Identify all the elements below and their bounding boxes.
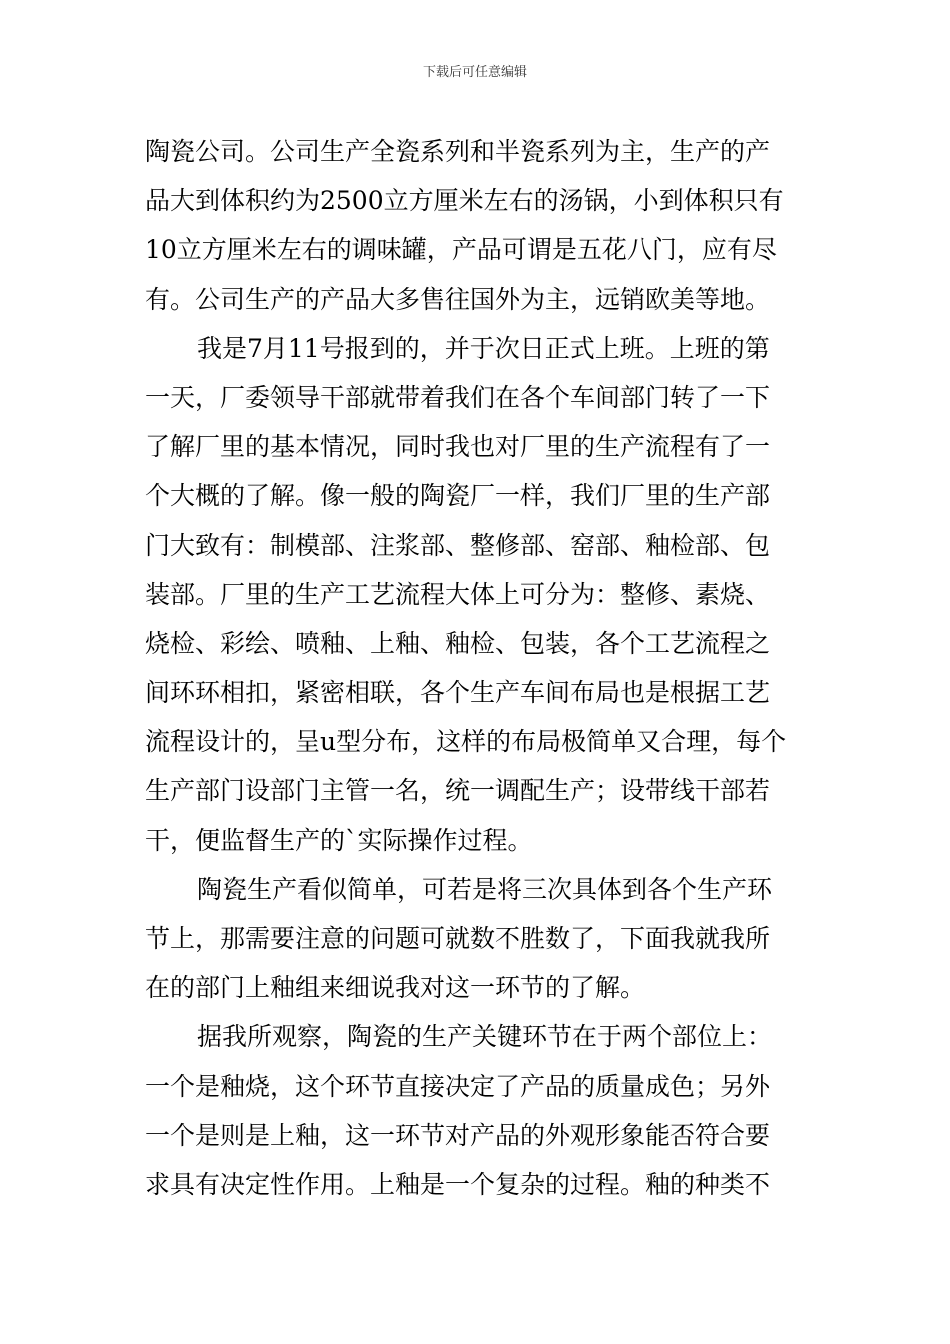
text-line: 品大到体积约为2500立方厘米左右的汤锅，小到体积只有 bbox=[145, 186, 784, 216]
text-line: 求具有决定性作用。上釉是一个复杂的过程。釉的种类不 bbox=[145, 1169, 771, 1199]
text-line: 10立方厘米左右的调味罐，产品可谓是五花八门，应有尽 bbox=[145, 235, 777, 265]
text-line: 烧检、彩绘、喷釉、上釉、釉检、包装，各个工艺流程之 bbox=[145, 628, 771, 658]
text-line: 一个是则是上釉，这一环节对产品的外观形象能否符合要 bbox=[145, 1120, 771, 1150]
text-line: 间环环相扣，紧密相联，各个生产车间布局也是根据工艺 bbox=[145, 678, 771, 708]
text-line: 装部。厂里的生产工艺流程大体上可分为：整修、素烧、 bbox=[145, 579, 771, 609]
text-line: 一天，厂委领导干部就带着我们在各个车间部门转了一下 bbox=[145, 382, 771, 412]
text-line: 节上，那需要注意的问题可就数不胜数了，下面我就我所 bbox=[145, 924, 771, 953]
text-line: 生产部门设部门主管一名，统一调配生产；设带线干部若 bbox=[145, 776, 771, 806]
text-line: 在的部门上釉组来细说我对这一环节的了解。 bbox=[145, 973, 646, 1003]
text-line: 了解厂里的基本情况，同时我也对厂里的生产流程有了一 bbox=[145, 432, 771, 462]
text-line: 个大概的了解。像一般的陶瓷厂一样，我们厂里的生产部 bbox=[145, 481, 771, 511]
text-line: 陶瓷生产看似简单，可若是将三次具体到各个生产环 bbox=[197, 874, 773, 904]
text-line: 干，便监督生产的`实际操作过程。 bbox=[145, 825, 533, 855]
document-body bbox=[145, 127, 815, 1209]
text-line: 一个是釉烧，这个环节直接决定了产品的质量成色；另外 bbox=[145, 1071, 771, 1101]
paragraph bbox=[145, 1012, 815, 1209]
text-line: 陶瓷公司。公司生产全瓷系列和半瓷系列为主，生产的产 bbox=[145, 137, 771, 166]
paragraph bbox=[145, 865, 815, 1013]
text-line: 有。公司生产的产品大多售往国外为主，远销欧美等地。 bbox=[145, 284, 771, 314]
paragraph bbox=[145, 127, 815, 324]
page-header: 下载后可任意编辑 bbox=[422, 65, 527, 80]
text-line: 流程设计的，呈u型分布，这样的布局极简单又合理，每个 bbox=[145, 727, 787, 757]
paragraph bbox=[145, 324, 815, 865]
text-line: 门大致有：制模部、注浆部、整修部、窑部、釉检部、包 bbox=[145, 530, 771, 560]
text-line: 我是7月11号报到的，并于次日正式上班。上班的第 bbox=[197, 333, 770, 363]
text-line: 据我所观察，陶瓷的生产关键环节在于两个部位上： bbox=[197, 1022, 773, 1052]
